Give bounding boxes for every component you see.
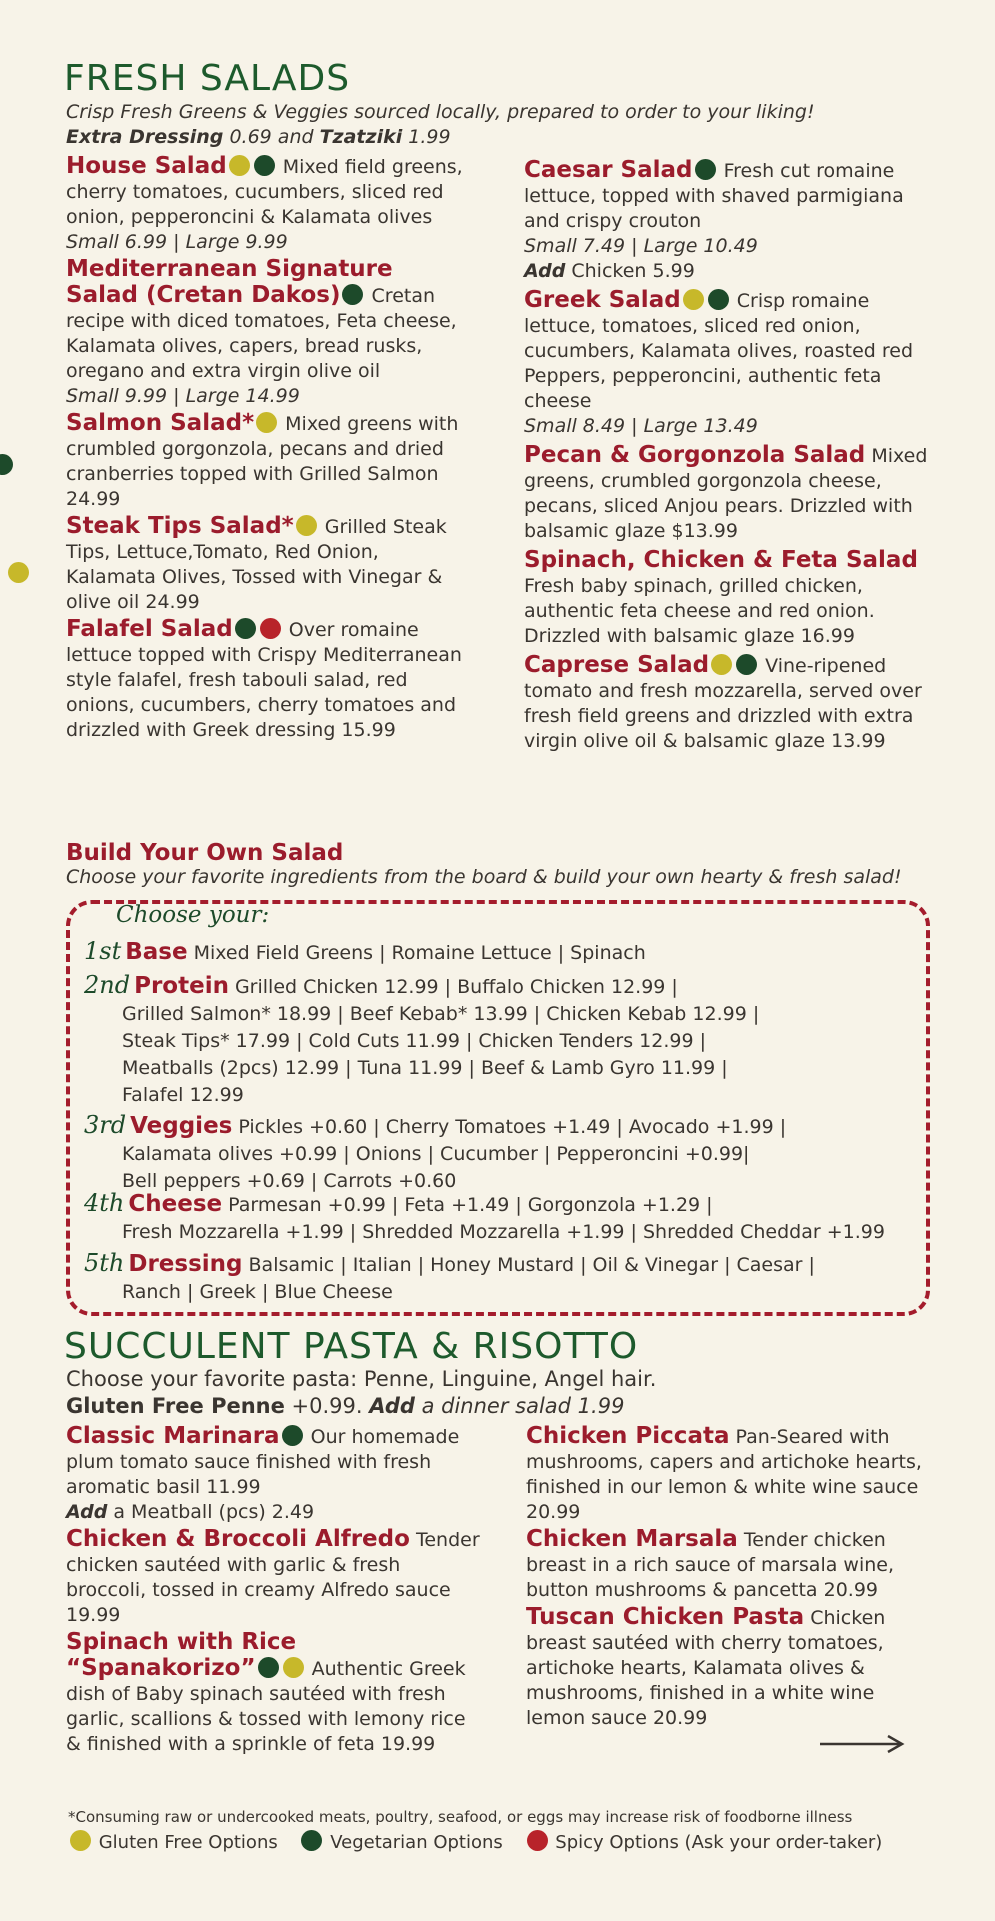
pasta-left-column	[66, 1424, 486, 1759]
item-name: Pecan & Gorgonzola Salad	[524, 442, 866, 468]
pasta-intro-line1: Choose your favorite pasta: Penne, Linguine, Angel hair.	[66, 1367, 657, 1391]
vegetarian-icon	[342, 284, 363, 305]
menu-item	[524, 548, 934, 649]
pasta-title: SUCCULENT PASTA & RISOTTO	[64, 1326, 639, 1367]
item-description: Mixed greens, crumbled gorgonzola cheese, pecans, sliced Anjou pears. Drizzled with balsamic glaze $13.99	[524, 445, 928, 542]
menu-item	[66, 617, 466, 743]
step-number: 5th	[84, 1249, 125, 1277]
menu-item	[66, 257, 466, 409]
item-description: Tender chicken breast in a rich sauce of marsala wine, button mushrooms & pancetta 20.99	[526, 1529, 895, 1601]
disclaimer: *Consuming raw or undercooked meats, poultry, seafood, or eggs may increase risk of foodborne illness	[68, 1808, 853, 1826]
menu-item	[524, 288, 934, 439]
step-options: Pickles +0.60 | Cherry Tomatoes +1.49 | Avocado +1.99 |	[238, 1116, 787, 1138]
addon-label: Add	[524, 260, 566, 282]
vegetarian-icon	[736, 654, 757, 675]
salads-intro-line2: Extra Dressing 0.69 and Tzatziki 1.99	[66, 126, 451, 148]
vegetarian-icon	[258, 1657, 279, 1678]
byo-step	[84, 1190, 885, 1246]
step-name: Protein	[134, 973, 229, 999]
item-price: Small 7.49 | Large 10.49	[524, 235, 758, 257]
item-addon	[524, 259, 934, 284]
vegetarian-icon	[695, 159, 716, 180]
salads-intro	[66, 100, 815, 150]
step-name: Cheese	[128, 1191, 223, 1217]
spicy-icon	[527, 1830, 548, 1851]
step-options: Falafel 12.99	[122, 1084, 244, 1106]
byo-title: Build Your Own Salad	[66, 840, 344, 866]
item-description: Cretan recipe with diced tomatoes, Feta cheese, Kalamata olives, capers, bread rusks, oregano and extra virgin olive oil	[66, 285, 457, 382]
step-options: Balsamic | Italian | Honey Mustard | Oil & Vinegar | Caesar |	[248, 1254, 815, 1276]
item-addon	[66, 1500, 486, 1525]
step-number: 1st	[84, 937, 122, 965]
gluten-free-icon	[256, 412, 277, 433]
step-number: 2nd	[84, 971, 131, 999]
arrow-right-icon	[818, 1732, 908, 1756]
item-name: House Salad	[66, 153, 227, 179]
legend-vegetarian: Vegetarian Options	[330, 1832, 503, 1853]
salads-intro-line1: Crisp Fresh Greens & Veggies sourced locally, prepared to order to your liking!	[66, 101, 815, 123]
item-description: Mixed field greens, cherry tomatoes, cucumbers, sliced red onion, pepperoncini & Kalamata olives	[66, 156, 463, 228]
menu-item	[66, 514, 466, 615]
item-description: Grilled Steak Tips, Lettuce,Tomato, Red Onion, Kalamata Olives, Tossed with Vinegar & olive oil 24.99	[66, 516, 447, 613]
item-description: Our homemade plum tomato sauce finished with fresh aromatic basil 11.99	[66, 1426, 460, 1498]
vegetarian-icon	[254, 155, 275, 176]
item-name: Chicken Marsala	[526, 1526, 738, 1552]
step-options: Meatballs (2pcs) 12.99 | Tuna 11.99 | Beef & Lamb Gyro 11.99 |	[122, 1057, 728, 1079]
item-price: Small 8.49 | Large 13.49	[524, 415, 758, 437]
step-options: Steak Tips* 17.99 | Cold Cuts 11.99 | Chicken Tenders 12.99 |	[122, 1030, 706, 1052]
item-name: Steak Tips Salad*	[66, 513, 294, 539]
step-options: Fresh Mozzarella +1.99 | Shredded Mozzarella +1.99 | Shredded Cheddar +1.99	[122, 1221, 885, 1243]
item-description: Pan-Seared with mushrooms, capers and artichoke hearts, finished in our lemon & white wine sauce 20.99	[526, 1426, 922, 1523]
gluten-free-icon	[283, 1657, 304, 1678]
step-name: Veggies	[130, 1113, 233, 1139]
pasta-intro-line2: Gluten Free Penne +0.99. Add a dinner salad 1.99	[66, 1394, 625, 1418]
menu-item	[66, 1527, 486, 1628]
legend	[68, 1830, 898, 1853]
menu-item	[524, 443, 934, 544]
vegetarian-icon	[301, 1830, 322, 1851]
byo-choose-label: Choose your:	[116, 902, 270, 928]
step-options: Mixed Field Greens | Romaine Lettuce | Spinach	[193, 942, 646, 964]
item-price: Small 6.99 | Large 9.99	[66, 231, 288, 253]
byo-step	[84, 972, 759, 1109]
salads-right-column	[524, 158, 934, 758]
item-description: Authentic Greek dish of Baby spinach sautéed with fresh garlic, scallions & tossed with lemony rice & finished with a sprinkle of feta 19.99	[66, 1658, 466, 1755]
step-number: 3rd	[84, 1111, 127, 1139]
step-options: Ranch | Greek | Blue Cheese	[122, 1281, 393, 1303]
legend-spicy: Spicy Options (Ask your order-taker)	[555, 1832, 883, 1853]
pasta-intro	[66, 1366, 656, 1420]
gluten-free-icon	[229, 155, 250, 176]
byo-step	[84, 1250, 815, 1306]
byo-step	[84, 938, 646, 967]
item-name: Tuscan Chicken Pasta	[526, 1604, 805, 1630]
step-options: Parmesan +0.99 | Feta +1.49 | Gorgonzola +1.29 |	[228, 1194, 713, 1216]
addon-text: Chicken 5.99	[565, 260, 695, 282]
item-description: Chicken breast sautéed with cherry tomatoes, artichoke hearts, Kalamata olives & mushrooms, finished in a white wine lemon sauce 20.99	[526, 1607, 886, 1729]
item-name: Falafel Salad	[66, 616, 233, 642]
gluten-free-icon	[711, 654, 732, 675]
item-description: Vine-ripened tomato and fresh mozzarella, served over fresh field greens and drizzled with extra virgin olive oil & balsamic glaze 13.99	[524, 655, 922, 752]
item-name: Classic Marinara	[66, 1423, 280, 1449]
item-name: Caprese Salad	[524, 652, 710, 678]
step-options: Bell peppers +0.69 | Carrots +0.60	[122, 1170, 457, 1192]
gluten-free-icon	[70, 1830, 91, 1851]
addon-text: a Meatball (pcs) 2.49	[107, 1501, 315, 1523]
step-options: Kalamata olives +0.99 | Onions | Cucumber | Pepperoncini +0.99|	[122, 1143, 750, 1165]
legend-gluten-free: Gluten Free Options	[98, 1832, 278, 1853]
item-description: Tender chicken sautéed with garlic & fresh broccoli, tossed in creamy Alfredo sauce 19.99	[66, 1529, 480, 1626]
salads-left-column	[66, 154, 466, 745]
vegetarian-icon	[0, 454, 13, 475]
step-name: Base	[125, 939, 188, 965]
item-name: Chicken & Broccoli Alfredo	[66, 1526, 410, 1552]
menu-item	[66, 1424, 486, 1525]
menu-item	[66, 1630, 486, 1757]
addon-label: Add	[66, 1501, 108, 1523]
item-description: Crisp romaine lettuce, tomatoes, sliced red onion, cucumbers, Kalamata olives, roasted red Peppers, pepperoncini, authentic feta cheese	[524, 290, 914, 412]
item-name: Spinach, Chicken & Feta Salad	[524, 547, 918, 573]
menu-item	[524, 158, 934, 284]
item-name: Greek Salad	[524, 287, 681, 313]
spicy-icon	[260, 618, 281, 639]
vegetarian-icon	[235, 618, 256, 639]
menu-item	[524, 653, 934, 754]
step-name: Dressing	[128, 1251, 243, 1277]
menu-item	[66, 154, 466, 255]
item-description: Fresh cut romaine lettuce, topped with shaved parmigiana and crispy crouton	[524, 160, 904, 232]
item-name: Mediterranean Signature Salad (Cretan Dakos)	[66, 256, 393, 308]
item-description: Fresh baby spinach, grilled chicken, authentic feta cheese and red onion. Drizzled with balsamic glaze 16.99	[524, 575, 875, 647]
item-name: Salmon Salad*	[66, 410, 255, 436]
gluten-free-icon	[296, 515, 317, 536]
item-description: Over romaine lettuce topped with Crispy Mediterranean style falafel, fresh tabouli salad, red onions, cucumbers, cherry tomatoes and drizzled with Greek dressing 15.99	[66, 619, 462, 741]
byo-subtitle: Choose your favorite ingredients from the board & build your own hearty & fresh salad!	[66, 866, 902, 888]
menu-item	[66, 411, 466, 512]
menu-item	[526, 1605, 936, 1731]
byo-step	[84, 1112, 786, 1195]
menu-item	[526, 1527, 936, 1603]
gluten-free-icon	[683, 289, 704, 310]
salads-title: FRESH SALADS	[64, 58, 351, 99]
item-price: Small 9.99 | Large 14.99	[66, 385, 300, 407]
byo-header	[66, 840, 902, 888]
vegetarian-icon	[708, 289, 729, 310]
pasta-right-column	[526, 1424, 936, 1733]
item-description: Mixed greens with crumbled gorgonzola, pecans and dried cranberries topped with Grilled Salmon 24.99	[66, 413, 459, 510]
step-options: Grilled Chicken 12.99 | Buffalo Chicken 12.99 |	[234, 976, 678, 998]
vegetarian-icon	[282, 1425, 303, 1446]
item-name: Caesar Salad	[524, 157, 693, 183]
gluten-free-icon	[8, 562, 29, 583]
step-options: Grilled Salmon* 18.99 | Beef Kebab* 13.99 | Chicken Kebab 12.99 |	[122, 1003, 760, 1025]
step-number: 4th	[84, 1189, 125, 1217]
item-name: Spinach with Rice “Spanakorizo”	[66, 1629, 297, 1681]
item-name: Chicken Piccata	[526, 1423, 730, 1449]
menu-item	[526, 1424, 936, 1525]
